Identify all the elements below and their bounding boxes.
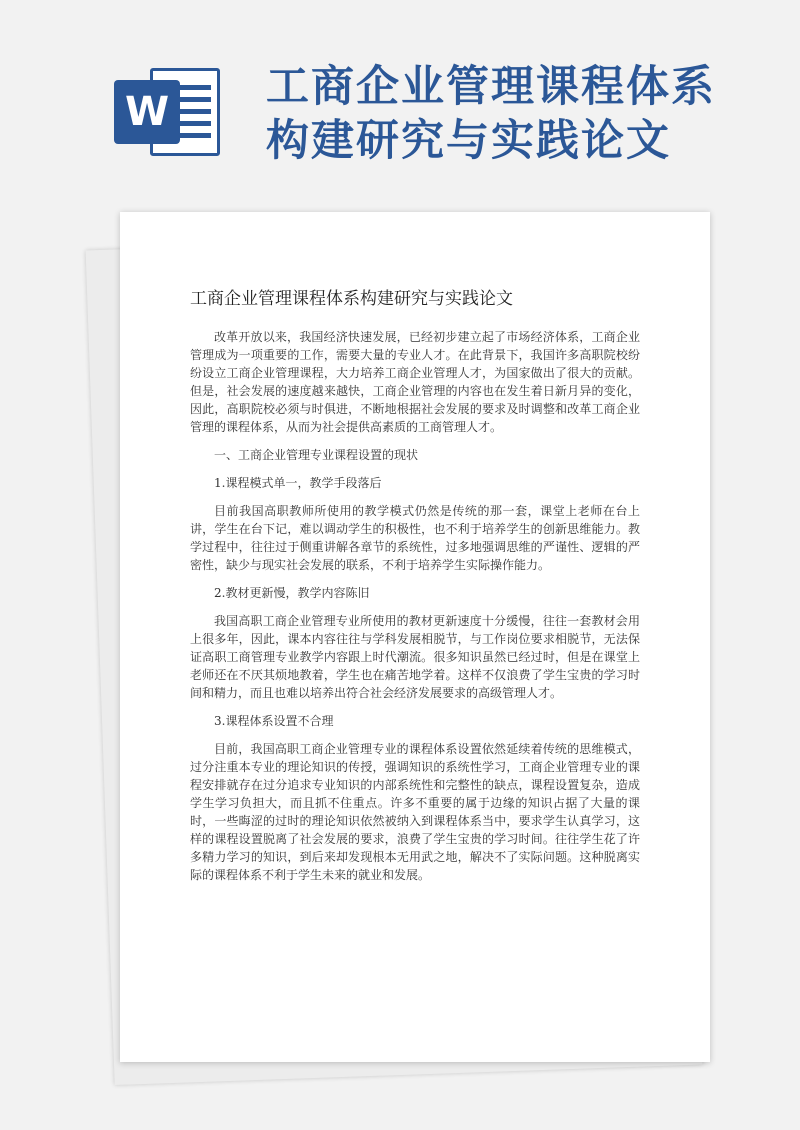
- banner-title: [266, 60, 736, 168]
- banner-title-line-2: 构建研究与实践论文: [266, 116, 671, 166]
- document-title: 工商企业管理课程体系构建研究与实践论文: [190, 289, 513, 309]
- document-page: [120, 212, 710, 1062]
- subsection-2-paragraph: 我国高职工商企业管理专业所使用的教材更新速度十分缓慢，往往一套教材会用上很多年，因此，课本内容往往与学科发展相脱节，与工作岗位要求相脱节，无法保证高职工商管理专业教学内容跟上时代潮流。很多知识虽然已经过时，但是在课堂上老师还在不厌其烦地教着，学生也在痛苦地学着。这样不仅浪费了学生宝贵的学习时间和精力，而且也难以培养出符合社会经济发展要求的高级管理人才。: [190, 614, 640, 700]
- intro-paragraph: 改革开放以来，我国经济快速发展，已经初步建立起了市场经济体系，工商企业管理成为一项重要的工作，需要大量的专业人才。在此背景下，我国许多高职院校纷纷设立工商企业管理课程，大力培养工商企业管理人才，为国家做出了很大的贡献。但是，社会发展的速度越来越快，工商企业管理的内容也在发生着日新月异的变化，因此，高职院校必须与时俱进，不断地根据社会发展的要求及时调整和改革工商企业管理的课程体系，从而为社会提供高素质的工商管理人才。: [190, 330, 640, 434]
- subsection-2-heading: 2.教材更新慢，教学内容陈旧: [214, 586, 370, 600]
- subsection-1-heading: 1.课程模式单一，教学手段落后: [214, 476, 382, 490]
- section-1-heading: 一、工商企业管理专业课程设置的现状: [214, 448, 419, 462]
- subsection-1-paragraph: 目前我国高职教师所使用的教学模式仍然是传统的那一套，课堂上老师在台上讲，学生在台下记，难以调动学生的积极性，也不利于培养学生的创新思维能力。教学过程中，往往过于侧重讲解各章节的系统性，过多地强调思维的严谨性、逻辑的严密性，缺少与现实社会发展的联系，不利于培养学生实际操作能力。: [190, 504, 640, 572]
- word-document-icon: [112, 62, 224, 162]
- word-logo-badge: W: [114, 80, 180, 144]
- subsection-3-heading: 3.课程体系设置不合理: [214, 714, 334, 728]
- banner-title-line-1: 工商企业管理课程体系: [266, 62, 716, 112]
- subsection-3-paragraph: 目前，我国高职工商企业管理专业的课程体系设置依然延续着传统的思维模式，过分注重本专业的理论知识的传授，强调知识的系统性学习，工商企业管理专业的课程安排就存在过分追求专业知识的内部系统性和完整性的缺点，课程设置复杂，造成学生学习负担大，而且抓不住重点。许多不重要的属于边缘的知识占据了大量的课时，一些晦涩的过时的理论知识依然被纳入到课程体系当中，要求学生认真学习，这样的课程设置脱离了社会发展的要求，浪费了学生宝贵的学习时间。往往学生花了许多精力学习的知识，到后来却发现根本无用武之地，解决不了实际问题。这种脱离实际的课程体系不利于学生未来的就业和发展。: [190, 742, 640, 882]
- document-body: [190, 328, 640, 894]
- header-banner: [0, 0, 800, 200]
